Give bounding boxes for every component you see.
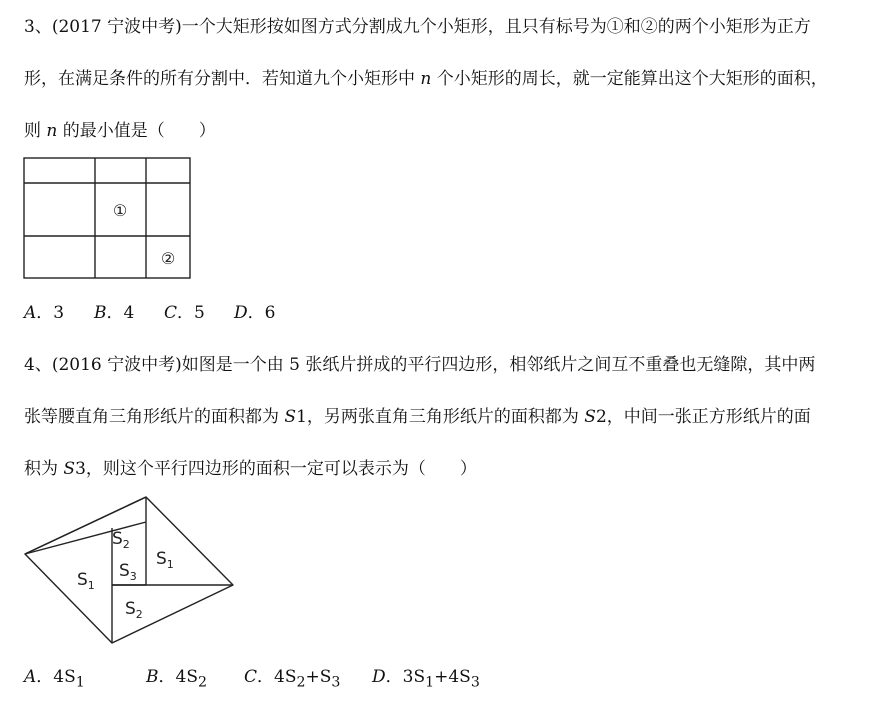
- q3-rectangle-figure: [22, 154, 194, 284]
- label-s3-center: $S_3$: [119, 561, 137, 583]
- q3-text-2a: 形，在满足条件的所有分割中．若知道九个小矩形中: [24, 69, 421, 89]
- q4-text-3b: ，则这个平行四边形的面积一定可以表示为（ ）: [85, 459, 477, 479]
- q4-var-s3: S: [63, 459, 76, 479]
- q4-text-2b: ，另两张直角三角形纸片的面积都为: [306, 407, 585, 427]
- q3-option-c[interactable]: C．5: [164, 303, 205, 323]
- label-s2-top: $S_2$: [112, 529, 130, 551]
- q3-options: [24, 302, 304, 324]
- q4-options: [24, 666, 492, 693]
- q3-option-d[interactable]: D．6: [234, 303, 276, 323]
- q3-text-3b: 的最小值是（ ）: [57, 121, 216, 141]
- q4-line-3: [24, 458, 477, 480]
- q4-sub-2: 2: [595, 407, 607, 427]
- q4-sub-1: 1: [296, 407, 307, 427]
- q3-text-3a: 则: [24, 121, 47, 141]
- q4-text-3a: 积为: [24, 459, 64, 479]
- q3-line-1: [24, 16, 811, 38]
- q3-var-n: n: [420, 69, 432, 89]
- square-label-1: ①: [112, 201, 128, 220]
- q4-sub-3: 3: [75, 459, 86, 479]
- q3-option-a[interactable]: A．3: [24, 303, 65, 323]
- q4-text-1: 4、(2016 宁波中考)如图是一个由 5 张纸片拼成的平行四边形，相邻纸片之间互不重叠也无缝隙，其中两: [24, 355, 816, 375]
- label-s2-bottom: $S_2$: [125, 599, 143, 621]
- q4-text-2c: ，中间一张正方形纸片的面: [606, 407, 811, 427]
- label-s1-left: $S_1$: [77, 570, 95, 592]
- q3-line-2: [24, 68, 828, 90]
- q4-option-a[interactable]: A．$4S_1$: [24, 667, 85, 691]
- q4-option-b[interactable]: B．$4S_2$: [146, 667, 207, 691]
- q3-line-3: [24, 120, 216, 142]
- q4-var-s1: S: [284, 407, 297, 427]
- square-label-2: ②: [160, 249, 176, 268]
- q3-text-1: 3、(2017 宁波中考)一个大矩形按如图方式分割成九个小矩形，且只有标号为①和②的两个小矩形为正方: [24, 17, 811, 37]
- q4-option-d[interactable]: D．$3S_1+4S_3$: [372, 667, 480, 691]
- q4-option-c[interactable]: C．$4S_2+S_3$: [244, 667, 341, 691]
- q4-parallelogram-figure: [20, 492, 238, 652]
- q3-var-n-2: n: [46, 121, 58, 141]
- q4-var-s2: S: [584, 407, 596, 427]
- q4-line-2: [24, 406, 811, 428]
- q3-text-2b: 个小矩形的周长，就一定能算出这个大矩形的面积，: [431, 69, 828, 89]
- q4-text-2a: 张等腰直角三角形纸片的面积都为: [24, 407, 285, 427]
- q4-line-1: [24, 354, 815, 376]
- q3-option-b[interactable]: B．4: [94, 303, 135, 323]
- label-s1-right: $S_1$: [156, 549, 174, 571]
